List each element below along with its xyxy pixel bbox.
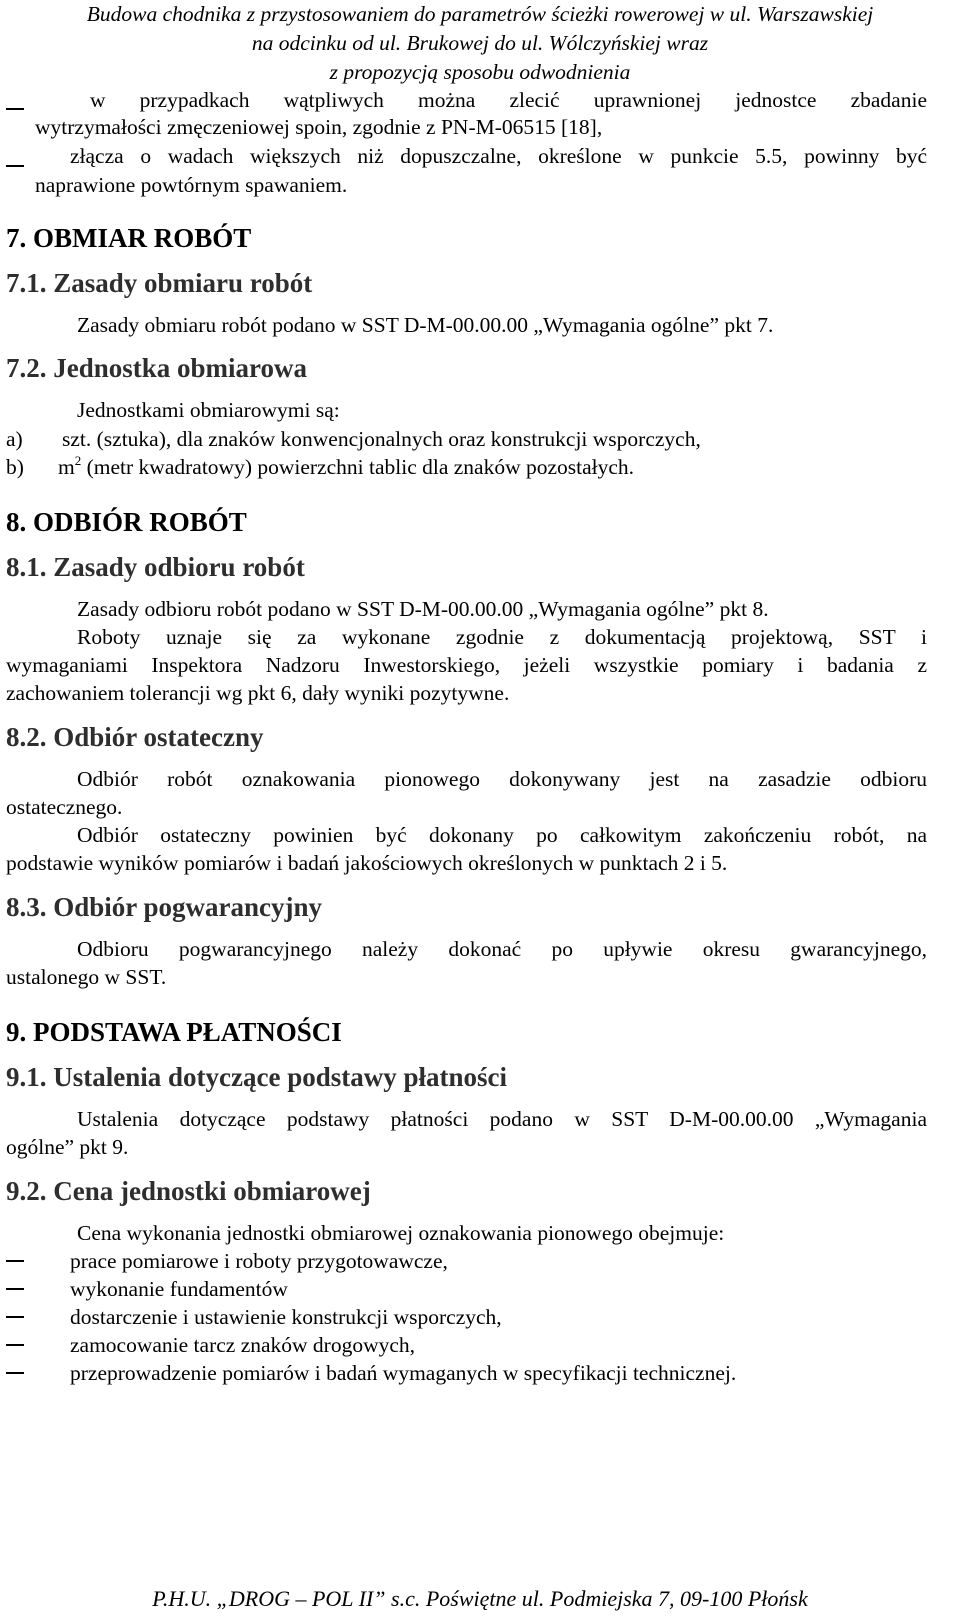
header-line-2: na odcinku od ul. Brukowej do ul. Wólczyńskiej wraz <box>251 31 709 55</box>
list-item-a: szt. (sztuka), dla znaków konwencjonalnych oraz konstrukcji wsporczych, <box>62 427 701 451</box>
bullet-text: w przypadkach wątpliwych można zlecić uprawnionej jednostce zbadanie <box>90 88 927 112</box>
list-item-b <box>58 453 635 479</box>
bullet-dash <box>6 108 24 110</box>
subsection-heading-8-2: 8.2. Odbiór ostateczny <box>6 722 264 752</box>
list-marker: a) <box>6 427 23 451</box>
bullet-dash <box>6 1344 24 1346</box>
header-line-3: z propozycją sposobu odwodnienia <box>329 60 631 84</box>
document-footer: P.H.U. „DROG – POL II” s.c. Poświętne ul. Podmiejska 7, 09-100 Płońsk <box>152 1586 808 1611</box>
paragraph: zachowaniem tolerancji wg pkt 6, dały wyniki pozytywne. <box>6 681 510 705</box>
subsection-heading-8-3: 8.3. Odbiór pogwarancyjny <box>6 892 323 922</box>
paragraph: Cena wykonania jednostki obmiarowej oznakowania pionowego obejmuje: <box>77 1221 725 1245</box>
paragraph: wymaganiami Inspektora Nadzoru Inwestorskiego, jeżeli wszystkie pomiary i badania z <box>6 653 927 677</box>
paragraph: ogólne” pkt 9. <box>6 1135 129 1159</box>
list-item: prace pomiarowe i roboty przygotowawcze, <box>70 1249 448 1273</box>
subsection-heading-8-1: 8.1. Zasady odbioru robót <box>6 552 305 582</box>
bullet-dash <box>6 1372 24 1374</box>
paragraph: Roboty uznaje się za wykonane zgodnie z dokumentacją projektową, SST i <box>77 625 927 649</box>
paragraph: Odbiór ostateczny powinien być dokonany po całkowitym zakończeniu robót, na <box>77 823 927 847</box>
bullet-dash <box>6 1260 24 1262</box>
subsection-heading-7-1: 7.1. Zasady obmiaru robót <box>6 268 313 298</box>
bullet-dash <box>6 1316 24 1318</box>
unit-exponent: 2 <box>74 453 82 468</box>
bullet-text-cont: naprawione powtórnym spawaniem. <box>35 173 348 197</box>
paragraph: Ustalenia dotyczące podstawy płatności podano w SST D-M-00.00.00 „Wymagania <box>77 1107 927 1131</box>
bullet-dash <box>6 1288 24 1290</box>
paragraph: ostatecznego. <box>6 795 123 819</box>
section-heading-8: 8. ODBIÓR ROBÓT <box>6 507 247 537</box>
header-line-1: Budowa chodnika z przystosowaniem do parametrów ścieżki rowerowej w ul. Warszawskiej <box>86 2 874 26</box>
paragraph: Odbioru pogwarancyjnego należy dokonać po upływie okresu gwarancyjnego, <box>77 937 927 961</box>
paragraph: Zasady obmiaru robót podano w SST D-M-00.00.00 „Wymagania ogólne” pkt 7. <box>77 313 774 337</box>
list-item: dostarczenie i ustawienie konstrukcji wsporczych, <box>70 1305 502 1329</box>
list-item: przeprowadzenie pomiarów i badań wymaganych w specyfikacji technicznej. <box>70 1361 737 1385</box>
paragraph: Jednostkami obmiarowymi są: <box>77 398 340 422</box>
subsection-heading-9-1: 9.1. Ustalenia dotyczące podstawy płatności <box>6 1062 507 1092</box>
list-item: wykonanie fundamentów <box>70 1277 288 1301</box>
unit-symbol: m <box>58 455 75 479</box>
subsection-heading-7-2: 7.2. Jednostka obmiarowa <box>6 353 308 383</box>
bullet-dash <box>6 165 24 167</box>
list-marker: b) <box>6 455 24 479</box>
document-header <box>0 0 960 87</box>
section-heading-9: 9. PODSTAWA PŁATNOŚCI <box>6 1017 342 1047</box>
section-heading-7: 7. OBMIAR ROBÓT <box>6 223 252 253</box>
subsection-heading-9-2: 9.2. Cena jednostki obmiarowej <box>6 1176 371 1206</box>
list-item: zamocowanie tarcz znaków drogowych, <box>70 1333 416 1357</box>
bullet-text: złącza o wadach większych niż dopuszczalne, określone w punkcie 5.5, powinny być <box>70 144 927 168</box>
paragraph: ustalonego w SST. <box>6 965 167 989</box>
list-item-b-text: (metr kwadratowy) powierzchni tablic dla znaków pozostałych. <box>86 455 635 479</box>
paragraph: Zasady odbioru robót podano w SST D-M-00.00.00 „Wymagania ogólne” pkt 8. <box>77 597 769 621</box>
paragraph: Odbiór robót oznakowania pionowego dokonywany jest na zasadzie odbioru <box>77 767 927 791</box>
bullet-text-cont: wytrzymałości zmęczeniowej spoin, zgodnie z PN-M-06515 [18], <box>35 115 603 139</box>
paragraph: podstawie wyników pomiarów i badań jakościowych określonych w punktach 2 i 5. <box>6 851 728 875</box>
